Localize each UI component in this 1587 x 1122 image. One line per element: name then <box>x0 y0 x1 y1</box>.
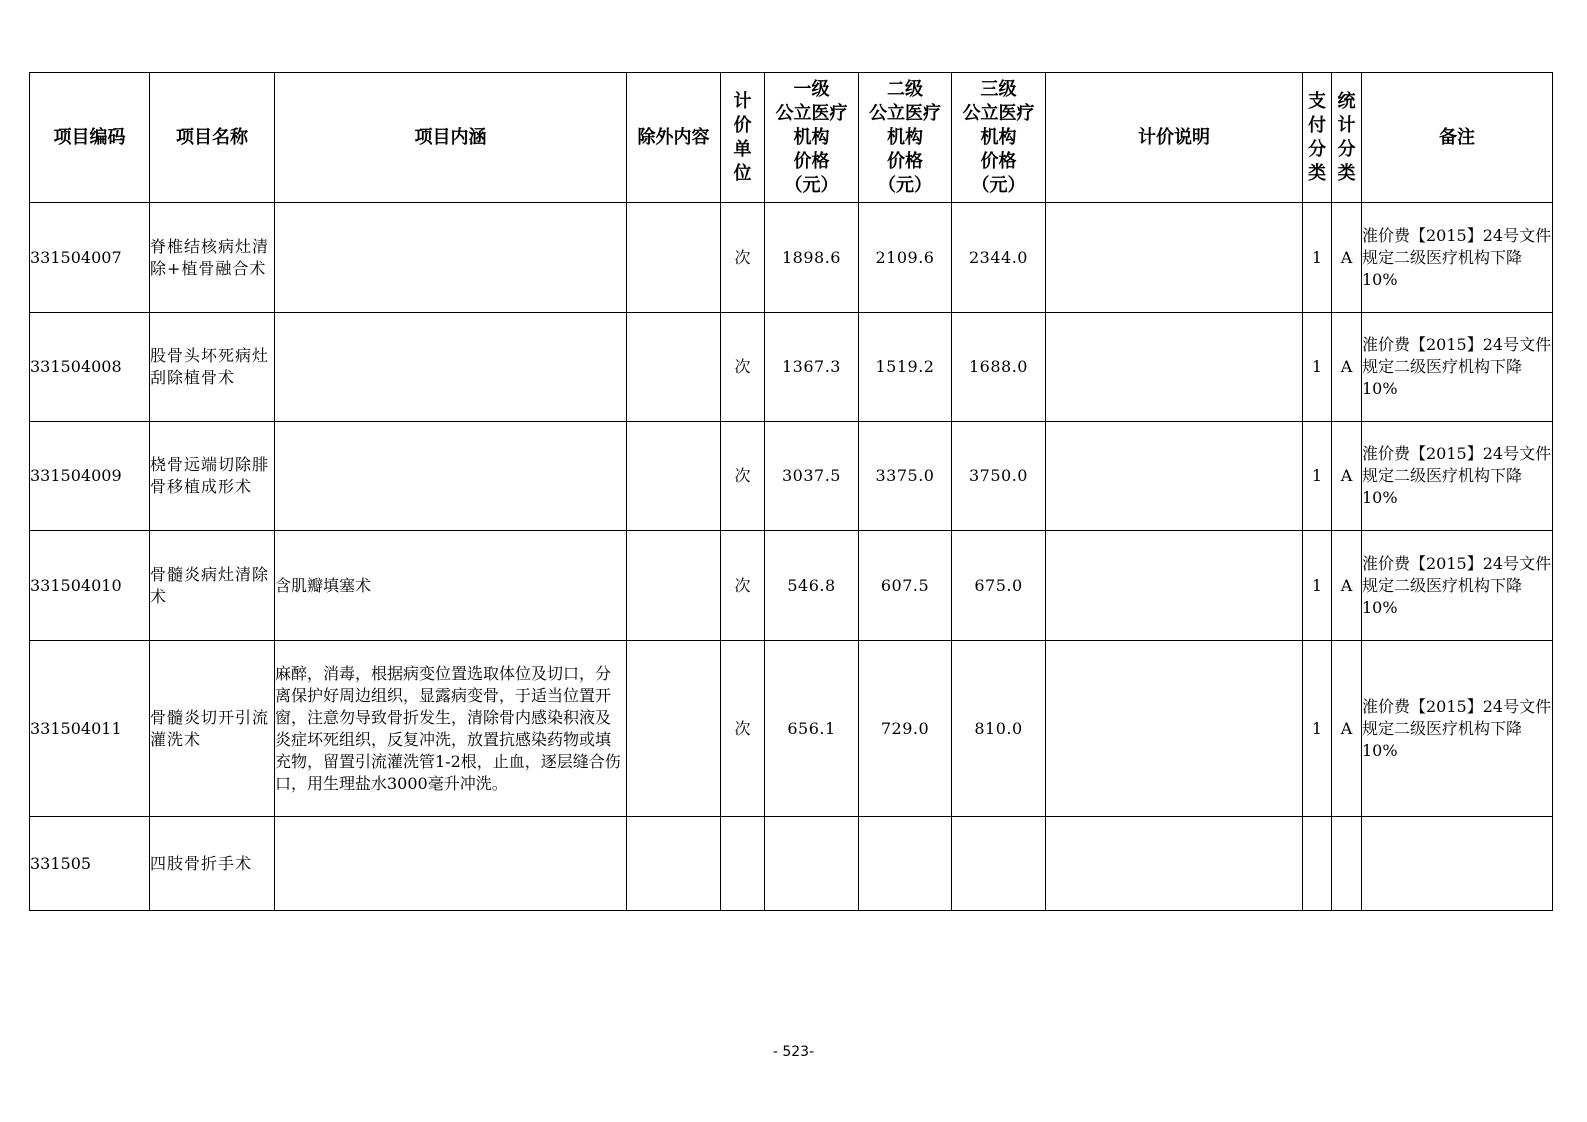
item-content: 含肌瓣填塞术 <box>275 531 627 641</box>
item-level2-price: 729.0 <box>859 641 952 817</box>
item-level2-price <box>859 817 952 911</box>
table-row <box>30 817 1553 911</box>
item-content <box>275 203 627 313</box>
item-level3-price <box>952 817 1046 911</box>
item-stat-category: A <box>1332 203 1362 313</box>
item-level3-price: 3750.0 <box>952 422 1046 531</box>
item-excluded <box>627 422 721 531</box>
item-code: 331504010 <box>30 531 150 641</box>
header-pricing-note: 计价说明 <box>1046 73 1303 203</box>
item-pricing-note <box>1046 641 1303 817</box>
header-code: 项目编码 <box>30 73 150 203</box>
header-name: 项目名称 <box>150 73 275 203</box>
item-stat-category: A <box>1332 641 1362 817</box>
table-row <box>30 531 1553 641</box>
item-pricing-note <box>1046 313 1303 422</box>
table-row <box>30 641 1553 817</box>
item-name: 股骨头坏死病灶刮除植骨术 <box>150 313 275 422</box>
page-number: - 523- <box>772 1044 815 1060</box>
header-excluded: 除外内容 <box>627 73 721 203</box>
item-name: 脊椎结核病灶清除+植骨融合术 <box>150 203 275 313</box>
item-remark <box>1362 817 1553 911</box>
item-level1-price: 1367.3 <box>765 313 859 422</box>
item-remark: 淮价费【2015】24号文件规定二级医疗机构下降10% <box>1362 531 1553 641</box>
item-unit: 次 <box>721 203 765 313</box>
item-pricing-note <box>1046 531 1303 641</box>
item-level1-price: 546.8 <box>765 531 859 641</box>
item-level2-price: 1519.2 <box>859 313 952 422</box>
item-stat-category <box>1332 817 1362 911</box>
header-payment-category: 支 付 分 类 <box>1303 73 1332 203</box>
item-excluded <box>627 641 721 817</box>
header-level2-price: 二级 公立医疗 机构 价格 （元） <box>859 73 952 203</box>
item-unit: 次 <box>721 531 765 641</box>
item-level3-price: 675.0 <box>952 531 1046 641</box>
item-name: 四肢骨折手术 <box>150 817 275 911</box>
item-level2-price: 607.5 <box>859 531 952 641</box>
item-code: 331504008 <box>30 313 150 422</box>
item-payment-category: 1 <box>1303 641 1332 817</box>
item-level1-price: 1898.6 <box>765 203 859 313</box>
item-unit: 次 <box>721 641 765 817</box>
header-stat-category: 统 计 分 类 <box>1332 73 1362 203</box>
item-pricing-note <box>1046 422 1303 531</box>
item-payment-category: 1 <box>1303 422 1332 531</box>
table-row <box>30 313 1553 422</box>
item-payment-category: 1 <box>1303 203 1332 313</box>
item-remark: 淮价费【2015】24号文件规定二级医疗机构下降10% <box>1362 641 1553 817</box>
item-level3-price: 1688.0 <box>952 313 1046 422</box>
table-row <box>30 203 1553 313</box>
item-remark: 淮价费【2015】24号文件规定二级医疗机构下降10% <box>1362 203 1553 313</box>
table-row <box>30 422 1553 531</box>
item-code: 331504009 <box>30 422 150 531</box>
item-level1-price <box>765 817 859 911</box>
item-code: 331505 <box>30 817 150 911</box>
item-payment-category <box>1303 817 1332 911</box>
item-stat-category: A <box>1332 531 1362 641</box>
item-excluded <box>627 531 721 641</box>
header-remark: 备注 <box>1362 73 1553 203</box>
item-unit <box>721 817 765 911</box>
item-level2-price: 3375.0 <box>859 422 952 531</box>
item-level3-price: 2344.0 <box>952 203 1046 313</box>
price-table <box>29 72 1553 911</box>
item-stat-category: A <box>1332 422 1362 531</box>
item-unit: 次 <box>721 422 765 531</box>
header-level1-price: 一级 公立医疗 机构 价格 （元） <box>765 73 859 203</box>
item-payment-category: 1 <box>1303 313 1332 422</box>
item-code: 331504011 <box>30 641 150 817</box>
item-name: 骨髓炎切开引流灌洗术 <box>150 641 275 817</box>
item-unit: 次 <box>721 313 765 422</box>
header-unit: 计 价 单 位 <box>721 73 765 203</box>
item-stat-category: A <box>1332 313 1362 422</box>
item-remark: 淮价费【2015】24号文件规定二级医疗机构下降10% <box>1362 422 1553 531</box>
item-content: 麻醉，消毒，根据病变位置选取体位及切口，分离保护好周边组织，显露病变骨，于适当位置开窗，注意勿导致骨折发生，清除骨内感染积液及炎症坏死组织，反复冲洗，放置抗感染药物或填充物，留置引流灌洗管1-2根，止血，逐层缝合伤口，用生理盐水3000毫升冲洗。 <box>275 641 627 817</box>
item-content <box>275 313 627 422</box>
item-content <box>275 817 627 911</box>
header-level3-price: 三级 公立医疗 机构 价格 （元） <box>952 73 1046 203</box>
header-row <box>30 73 1553 203</box>
item-content <box>275 422 627 531</box>
item-excluded <box>627 313 721 422</box>
item-name: 桡骨远端切除腓骨移植成形术 <box>150 422 275 531</box>
item-pricing-note <box>1046 817 1303 911</box>
item-payment-category: 1 <box>1303 531 1332 641</box>
header-content: 项目内涵 <box>275 73 627 203</box>
item-level2-price: 2109.6 <box>859 203 952 313</box>
item-remark: 淮价费【2015】24号文件规定二级医疗机构下降10% <box>1362 313 1553 422</box>
item-level1-price: 656.1 <box>765 641 859 817</box>
item-excluded <box>627 203 721 313</box>
item-level3-price: 810.0 <box>952 641 1046 817</box>
item-name: 骨髓炎病灶清除术 <box>150 531 275 641</box>
item-excluded <box>627 817 721 911</box>
item-code: 331504007 <box>30 203 150 313</box>
item-pricing-note <box>1046 203 1303 313</box>
item-level1-price: 3037.5 <box>765 422 859 531</box>
